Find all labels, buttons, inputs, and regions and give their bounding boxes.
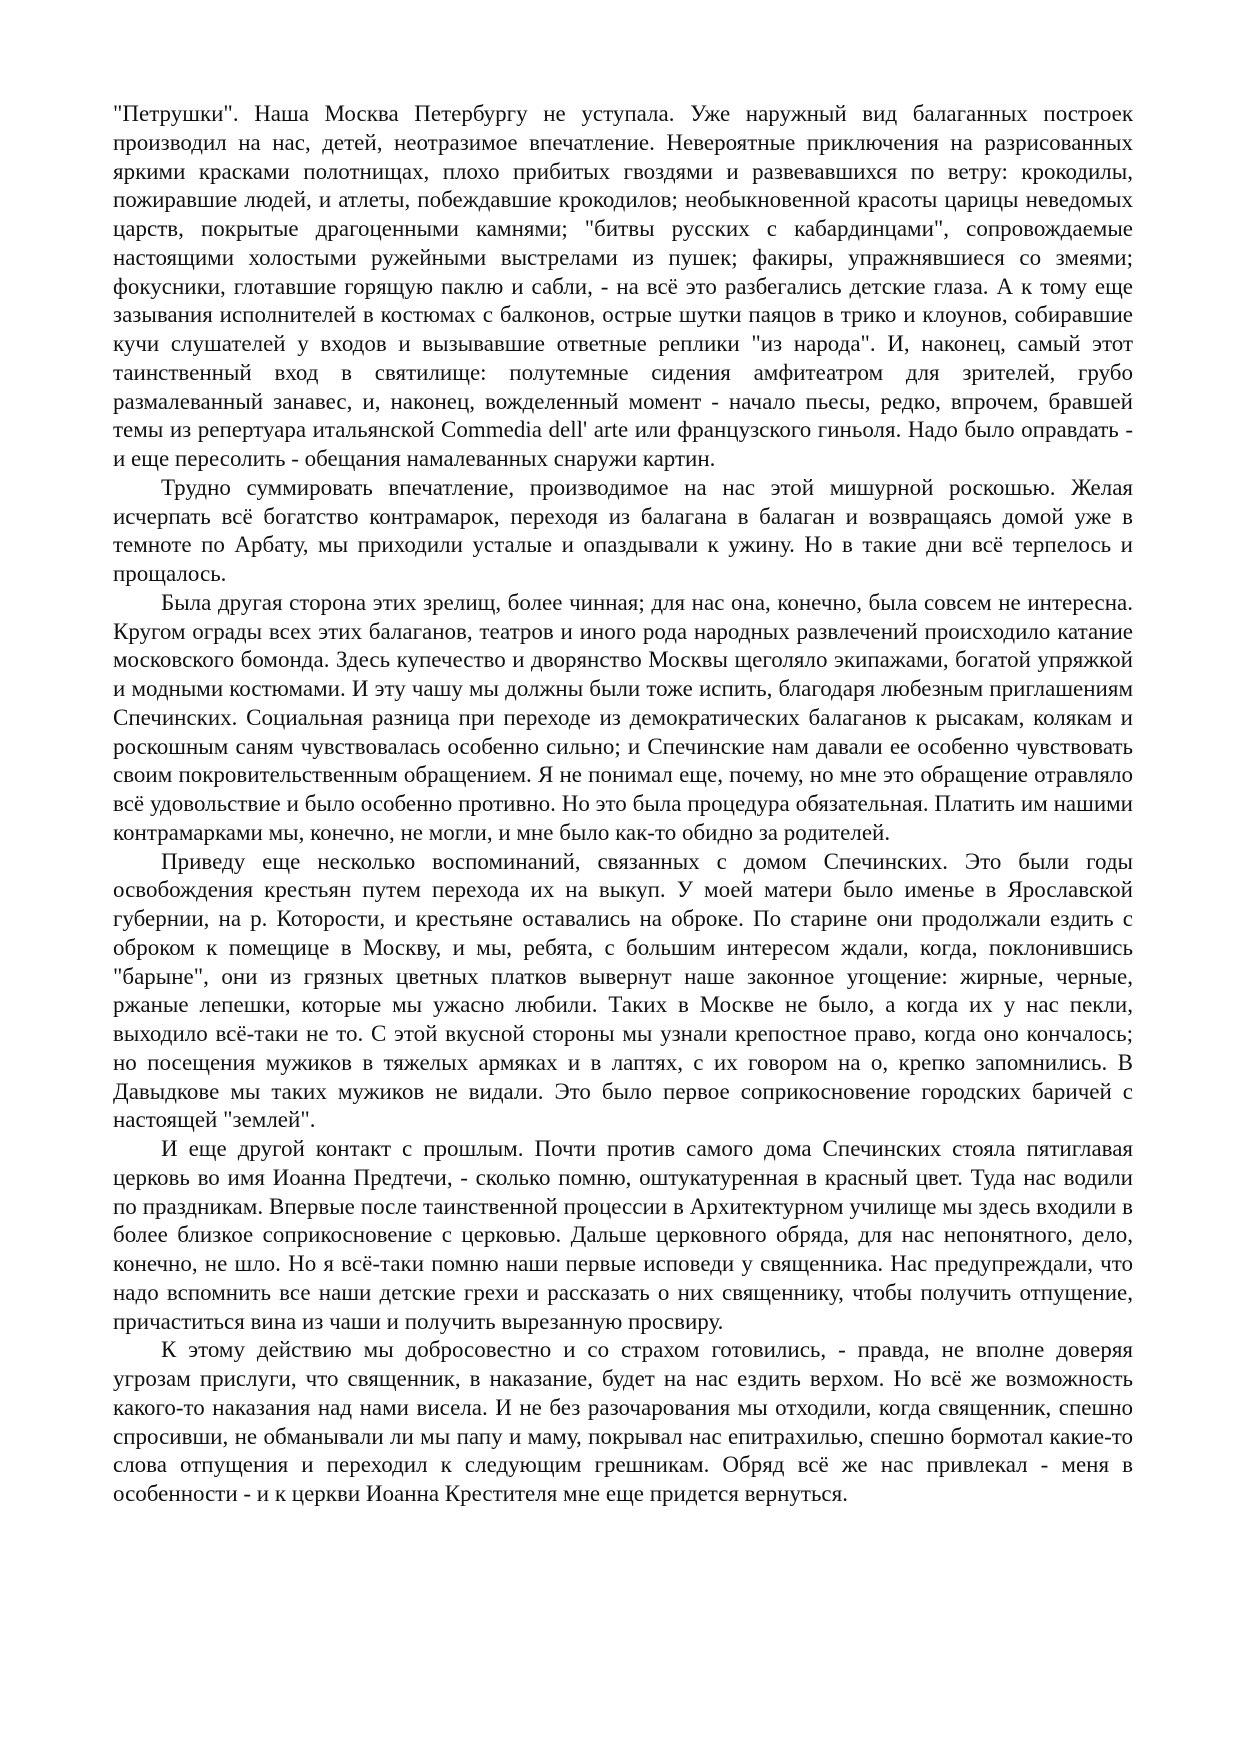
- paragraph-5: И еще другой контакт с прошлым. Почти против самого дома Спечинских стояла пятиглавая церковь во имя Иоанна Предтечи, - сколько помню, оштукатуренная в красный цвет. Туда нас водили по праздникам. Впервые после таинственной процессии в Архитектурном училище мы здесь входили в более близкое соприкосновение с церковью. Дальше церковного обряда, для нас непонятного, дело, конечно, не шло. Но я всё-таки помню наши первые исповеди у священника. Нас предупреждали, что надо вспомнить все наши детские грехи и рассказать о них священнику, чтобы получить отпущение, причаститься вина из чаши и получить вырезанную просвиру.: [113, 1136, 1133, 1334]
- paragraph-1: "Петрушки". Наша Москва Петербургу не уступала. Уже наружный вид балаганных построек производил на нас, детей, неотразимое впечатление. Невероятные приключения на разрисованных яркими красками полотнищах, плохо прибитых гвоздями и развевавшихся по ветру: крокодилы, пожиравшие людей, и атлеты, побеждавшие крокодилов; необыкновенной красоты царицы неведомых царств, покрытые драгоценными камнями; "битвы русских с кабардинцами", сопровождаемые настоящими холостыми ружейными выстрелами из пушек; факиры, упражнявшиеся со змеями; фокусники, глотавшие горящую паклю и сабли, - на всё это разбегались детские глаза. А к тому еще зазывания исполнителей в костюмах с балконов, острые шутки паяцов в трико и клоунов, собиравшие кучи слушателей у входов и вызывавшие ответные реплики "из народа". И, наконец, самый этот таинственный вход в святилище: полутемные сидения амфитеатром для зрителей, грубо размалеванный занавес, и, наконец, вожделенный момент - начало пьесы, редко, впрочем, бравшей темы из репертуара итальянской Commedia dell' arte или французского гиньоля. Надо было оправдать - и еще пересолить - обещания намалеванных снаружи картин.: [113, 101, 1133, 471]
- paragraph-3: Была другая сторона этих зрелищ, более чинная; для нас она, конечно, была совсем не интересна. Кругом ограды всех этих балаганов, театров и иного рода народных развлечений происходило катание московского бомонда. Здесь купечество и дворянство Москвы щеголяло экипажами, богатой упряжкой и модными костюмами. И эту чашу мы должны были тоже испить, благодаря любезным приглашениям Спечинских. Социальная разница при переходе из демократических балаганов к рысакам, колякам и роскошным саням чувствовалась особенно сильно; и Спечинские нам давали ее особенно чувствовать своим покровительственным обращением. Я не понимал еще, почему, но мне это обращение отравляло всё удовольствие и было особенно противно. Но это была процедура обязательная. Платить им нашими контрамарками мы, конечно, не могли, и мне было как-то обидно за родителей.: [113, 589, 1133, 845]
- paragraph-4: Приведу еще несколько воспоминаний, связанных с домом Спечинских. Это были годы освобождения крестьян путем перехода их на выкуп. У моей матери было именье в Ярославской губернии, на р. Которости, и крестьяне оставались на оброке. По старине они продолжали ездить с оброком к помещице в Москву, и мы, ребята, с большим интересом ждали, когда, поклонившись "барыне", они из грязных цветных платков вывернут наше законное угощение: жирные, черные, ржаные лепешки, которые мы ужасно любили. Таких в Москве не было, а когда их у нас пекли, выходило всё-таки не то. С этой вкусной стороны мы узнали крепостное право, когда оно кончалось; но посещения мужиков в тяжелых армяках и в лаптях, с их говором на о, крепко запомнились. В Давыдкове мы таких мужиков не видали. Это было первое соприкосновение городских баричей с настоящей "землей".: [113, 848, 1133, 1133]
- paragraph-6: К этому действию мы добросовестно и со страхом готовились, - правда, не вполне доверяя угрозам прислуги, что священник, в наказание, будет на нас ездить верхом. Но всё же возможность какого-то наказания над нами висела. И не без разочарования мы отходили, когда священник, спешно спросивши, не обманывали ли мы папу и маму, покрывал нас епитрахилью, спешно бормотал какие-то слова отпущения и переходил к следующим грешникам. Обряд всё же нас привлекал - меня в особенности - и к церкви Иоанна Крестителя мне еще придется вернуться.: [113, 1337, 1133, 1506]
- paragraph-2: Трудно суммировать впечатление, производимое на нас этой мишурной роскошью. Желая исчерпать всё богатство контрамарок, переходя из балагана в балаган и возвращаясь домой уже в темноте по Арбату, мы приходили усталые и опаздывали к ужину. Но в такие дни всё терпелось и прощалось.: [113, 474, 1133, 586]
- document-page: [113, 100, 1133, 1509]
